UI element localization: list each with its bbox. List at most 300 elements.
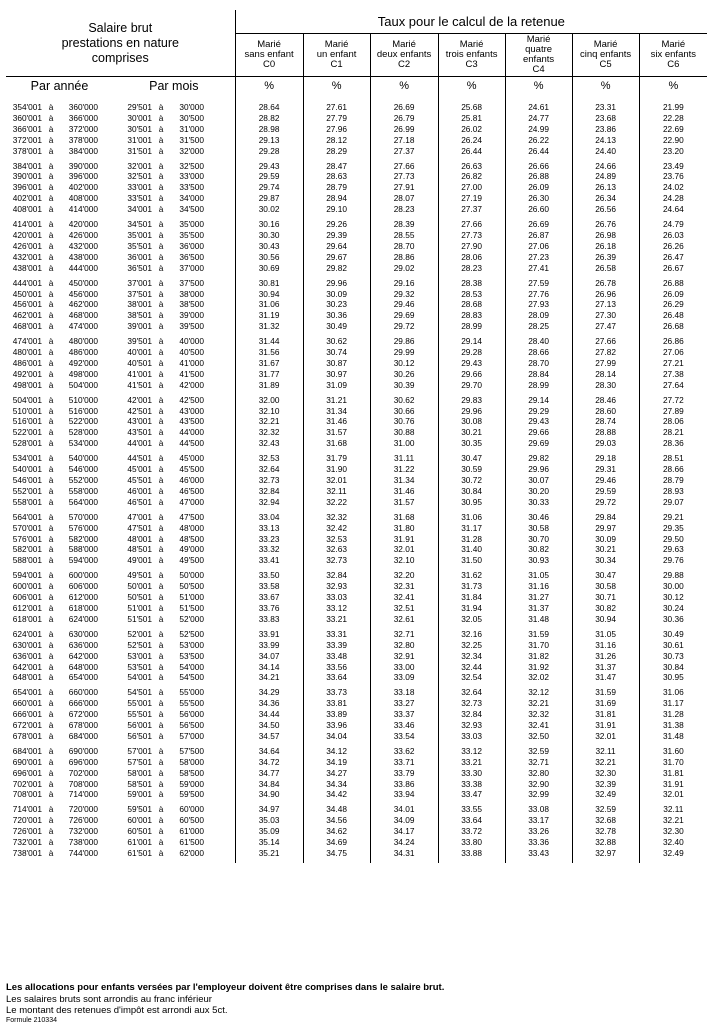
month-from-cell: 54'001 [127, 672, 152, 683]
table-row [6, 204, 707, 215]
rate-cell-c1: 32.22 [303, 497, 370, 508]
year-to-cell: 618'000 [68, 602, 98, 613]
rate-cell-c4: 31.27 [505, 592, 572, 603]
rate-cell-c4: 32.12 [505, 687, 572, 698]
rate-cell-c0: 28.64 [235, 102, 303, 113]
rate-cell-c4: 29.82 [505, 453, 572, 464]
month-to-cell: 33'500 [179, 182, 204, 193]
rate-cell-c6: 29.76 [662, 555, 684, 566]
range-separator: à [158, 709, 164, 720]
range-separator: à [158, 416, 164, 427]
category-header-line: cinq enfants [579, 49, 632, 60]
rate-cell-c0: 34.64 [235, 746, 303, 757]
table-row [6, 698, 707, 709]
year-to-cell: 606'000 [68, 581, 98, 592]
rate-cell-c5: 28.74 [572, 416, 639, 427]
month-to-cell: 38'000 [179, 288, 204, 299]
rate-cell-c6: 31.91 [662, 778, 684, 789]
range-separator: à [48, 485, 54, 496]
month-to-cell: 58'000 [179, 756, 204, 767]
rate-cell-c0: 34.50 [235, 720, 303, 731]
rate-cell-c4: 26.22 [505, 135, 572, 146]
range-separator: à [158, 427, 164, 438]
range-separator: à [158, 602, 164, 613]
table-row [6, 193, 707, 204]
rate-cell-c5: 29.31 [572, 464, 639, 475]
table-row [6, 161, 707, 172]
rate-cell-c5: 32.88 [572, 837, 639, 848]
month-from-cell: 61'501 [127, 848, 152, 858]
category-header-line: deux enfants [376, 49, 432, 60]
rate-cell-c1: 31.90 [303, 464, 370, 475]
rate-cell-c2: 28.23 [370, 204, 438, 215]
category-header-line: Marié [392, 39, 416, 50]
year-from-cell: 432'001 [12, 251, 42, 262]
rate-cell-c5: 28.30 [572, 380, 639, 391]
rate-cell-c4: 24.99 [505, 124, 572, 135]
month-from-cell: 37'001 [127, 277, 152, 288]
rate-cell-c3: 29.83 [438, 395, 505, 406]
year-from-cell: 630'001 [12, 639, 42, 650]
rate-cell-c1: 33.81 [303, 698, 370, 709]
range-separator: à [48, 394, 54, 405]
table-row [6, 416, 707, 427]
footer-note-allowances: Les allocations pour enfants versées par l'employeur doivent être comprises dans le salaire brut. [6, 982, 445, 993]
range-separator: à [48, 357, 54, 368]
range-separator: à [158, 687, 164, 698]
year-to-cell: 552'000 [68, 475, 98, 485]
year-to-cell: 534'000 [68, 438, 98, 449]
table-row [6, 651, 707, 662]
rate-cell-c5: 32.68 [572, 815, 639, 826]
range-separator: à [48, 581, 54, 592]
rate-cell-c1: 29.96 [303, 278, 370, 289]
year-to-cell: 438'000 [68, 251, 98, 262]
month-to-cell: 36'000 [179, 240, 204, 251]
range-separator: à [158, 848, 164, 858]
rate-cell-c6: 27.72 [662, 394, 684, 405]
year-to-cell: 402'000 [68, 182, 98, 193]
rate-cell-c5: 31.81 [572, 709, 639, 720]
rate-cell-c6: 26.67 [662, 262, 684, 273]
rate-cell-c3: 32.05 [438, 614, 505, 625]
month-from-cell: 41'001 [127, 368, 152, 379]
rate-cell-c6: 28.66 [662, 464, 684, 475]
year-to-cell: 384'000 [68, 145, 98, 156]
rate-cell-c4: 31.70 [505, 640, 572, 651]
month-from-cell: 34'501 [127, 219, 152, 230]
year-to-cell: 708'000 [68, 778, 98, 789]
table-row [6, 438, 707, 449]
table-row [6, 768, 707, 779]
rate-cell-c3: 28.83 [438, 310, 505, 321]
rate-cell-c1: 32.01 [303, 475, 370, 486]
range-separator: à [48, 511, 54, 522]
rate-cell-c2: 29.32 [370, 289, 438, 300]
rate-cell-c0: 30.69 [235, 263, 303, 274]
rate-cell-c6: 28.51 [662, 453, 684, 464]
rate-cell-c2: 34.24 [370, 837, 438, 848]
range-separator: à [158, 581, 164, 592]
rate-cell-c0: 32.10 [235, 406, 303, 417]
year-from-cell: 492'001 [12, 368, 42, 379]
year-to-cell: 696'000 [68, 756, 98, 767]
rate-cell-c1: 29.82 [303, 263, 370, 274]
category-header [370, 34, 438, 77]
table-row [6, 709, 707, 720]
rate-cell-c0: 34.21 [235, 672, 303, 683]
range-separator: à [158, 475, 164, 485]
rate-cell-c1: 34.19 [303, 757, 370, 768]
year-from-cell: 408'001 [12, 204, 42, 215]
year-to-cell: 738'000 [68, 837, 98, 848]
year-from-cell: 486'001 [12, 357, 42, 368]
category-header [572, 34, 639, 77]
rate-cell-c3: 26.02 [438, 124, 505, 135]
month-to-cell: 59'000 [179, 778, 204, 789]
table-row [6, 629, 707, 640]
rate-cell-c1: 32.53 [303, 534, 370, 545]
rate-cell-c5: 29.46 [572, 475, 639, 486]
year-to-cell: 744'000 [68, 848, 98, 858]
table-row [6, 380, 707, 391]
rate-cell-c5: 26.96 [572, 289, 639, 300]
range-separator: à [48, 767, 54, 778]
table-row [6, 146, 707, 157]
month-from-cell: 44'501 [127, 453, 152, 464]
salary-header-line: prestations en nature [61, 35, 180, 50]
rate-cell-c6: 31.17 [662, 698, 684, 709]
table-row [6, 182, 707, 193]
table-row [6, 124, 707, 135]
rate-cell-c4: 28.40 [505, 336, 572, 347]
month-from-cell: 48'001 [127, 533, 152, 544]
rate-cell-c4: 30.70 [505, 534, 572, 545]
month-to-cell: 51'500 [179, 602, 204, 613]
year-from-cell: 438'001 [12, 262, 42, 273]
table-row [6, 475, 707, 486]
month-from-cell: 29'501 [127, 102, 152, 112]
year-from-cell: 576'001 [12, 533, 42, 544]
rate-cell-c6: 31.06 [662, 687, 684, 698]
month-to-cell: 62'000 [179, 848, 204, 858]
year-from-cell: 516'001 [12, 416, 42, 427]
category-header-line: C0 [263, 59, 276, 70]
rates-header: Taux pour le calcul de la retenue [235, 10, 707, 34]
rate-cell-c6: 23.20 [662, 145, 684, 156]
rate-cell-c1: 29.67 [303, 252, 370, 263]
month-to-cell: 54'000 [179, 661, 204, 672]
rate-cell-c0: 29.13 [235, 135, 303, 146]
rate-cell-c2: 31.00 [370, 438, 438, 449]
year-from-cell: 378'001 [12, 145, 42, 156]
rate-cell-c3: 29.43 [438, 358, 505, 369]
rate-cell-c4: 27.41 [505, 263, 572, 274]
range-separator: à [158, 112, 164, 123]
rate-cell-c2: 29.72 [370, 321, 438, 332]
range-separator: à [48, 826, 54, 837]
year-from-cell: 462'001 [12, 310, 42, 321]
year-to-cell: 546'000 [68, 464, 98, 475]
rate-cell-c5: 30.34 [572, 555, 639, 566]
range-separator: à [48, 496, 54, 507]
month-to-cell: 50'500 [179, 581, 204, 592]
year-from-cell: 660'001 [12, 698, 42, 709]
rate-cell-c5: 27.47 [572, 321, 639, 332]
table-row [6, 369, 707, 380]
rate-cell-c4: 30.33 [505, 497, 572, 508]
rate-cell-c6: 22.28 [662, 112, 684, 123]
month-to-cell: 61'500 [179, 837, 204, 848]
rate-cell-c5: 31.26 [572, 651, 639, 662]
rate-cell-c2: 33.86 [370, 779, 438, 790]
category-header [303, 34, 370, 77]
category-header-line: C2 [398, 59, 411, 70]
rate-cell-c0: 32.00 [235, 395, 303, 406]
rate-cell-c6: 26.88 [662, 277, 684, 288]
rate-cell-c5: 31.91 [572, 720, 639, 731]
rate-cell-c1: 32.42 [303, 523, 370, 534]
month-from-cell: 41'501 [127, 379, 152, 390]
rate-cell-c6: 23.49 [662, 160, 684, 171]
rate-cell-c1: 33.03 [303, 592, 370, 603]
range-separator: à [48, 730, 54, 741]
table-row [6, 848, 707, 859]
rate-cell-c5: 28.60 [572, 406, 639, 417]
range-separator: à [158, 778, 164, 789]
month-to-cell: 46'000 [179, 475, 204, 485]
rate-cell-c6: 30.24 [662, 602, 684, 613]
rate-cell-c4: 32.99 [505, 789, 572, 800]
rate-cell-c5: 27.99 [572, 358, 639, 369]
rate-cell-c3: 27.73 [438, 230, 505, 241]
month-to-cell: 32'000 [179, 145, 204, 156]
rate-cell-c3: 32.16 [438, 629, 505, 640]
rate-cell-c1: 31.79 [303, 453, 370, 464]
rate-cell-c5: 32.01 [572, 731, 639, 742]
rate-cell-c4: 31.16 [505, 581, 572, 592]
table-row [6, 534, 707, 545]
rate-cell-c2: 28.55 [370, 230, 438, 241]
rate-cell-c3: 33.88 [438, 848, 505, 859]
range-separator: à [158, 698, 164, 709]
range-separator: à [158, 639, 164, 650]
rate-cell-c1: 28.47 [303, 161, 370, 172]
rate-cell-c4: 26.09 [505, 182, 572, 193]
month-from-cell: 58'001 [127, 767, 152, 778]
table-row [6, 321, 707, 332]
rate-cell-c5: 30.71 [572, 592, 639, 603]
year-to-cell: 558'000 [68, 485, 98, 496]
rate-cell-c5: 30.21 [572, 544, 639, 555]
year-from-cell: 600'001 [12, 581, 42, 592]
rate-cell-c0: 33.76 [235, 603, 303, 614]
rate-cell-c4: 27.93 [505, 299, 572, 310]
rate-cell-c0: 34.57 [235, 731, 303, 742]
rate-cell-c4: 30.20 [505, 486, 572, 497]
range-separator: à [158, 134, 164, 145]
year-from-cell: 612'001 [12, 602, 42, 613]
rate-cell-c4: 26.88 [505, 171, 572, 182]
rate-cell-c3: 29.28 [438, 347, 505, 358]
range-separator: à [48, 555, 54, 566]
range-separator: à [158, 219, 164, 230]
range-separator: à [158, 310, 164, 321]
month-from-cell: 54'501 [127, 687, 152, 698]
rate-cell-c4: 30.46 [505, 512, 572, 523]
year-to-cell: 378'000 [68, 134, 98, 145]
category-header-line: C5 [599, 59, 612, 70]
month-to-cell: 44'500 [179, 438, 204, 449]
table-row [6, 779, 707, 790]
rate-cell-c0: 30.94 [235, 289, 303, 300]
rate-cell-c2: 32.20 [370, 570, 438, 581]
rate-cell-c2: 34.31 [370, 848, 438, 859]
range-separator: à [48, 193, 54, 204]
rate-cell-c4: 32.21 [505, 698, 572, 709]
rate-cell-c0: 33.83 [235, 614, 303, 625]
range-separator: à [48, 204, 54, 215]
rate-cell-c3: 33.72 [438, 826, 505, 837]
range-separator: à [158, 767, 164, 778]
rate-cell-c6: 30.00 [662, 581, 684, 592]
rate-cell-c0: 35.09 [235, 826, 303, 837]
month-to-cell: 55'500 [179, 698, 204, 709]
range-separator: à [158, 533, 164, 544]
rate-cell-c4: 32.80 [505, 768, 572, 779]
rate-cell-c1: 28.94 [303, 193, 370, 204]
range-separator: à [48, 639, 54, 650]
month-from-cell: 46'501 [127, 496, 152, 507]
range-separator: à [158, 826, 164, 837]
rate-cell-c0: 32.94 [235, 497, 303, 508]
rate-cell-c4: 32.41 [505, 720, 572, 731]
table-row [6, 720, 707, 731]
rate-cell-c4: 26.87 [505, 230, 572, 241]
range-separator: à [48, 102, 54, 112]
salary-header-line: Salaire brut [88, 20, 153, 35]
rate-cell-c4: 32.59 [505, 746, 572, 757]
rate-cell-c6: 30.49 [662, 628, 684, 639]
category-header-line: sans enfant [244, 49, 294, 60]
month-to-cell: 39'500 [179, 321, 204, 332]
rate-cell-c2: 28.70 [370, 241, 438, 252]
month-from-cell: 38'501 [127, 310, 152, 321]
rate-cell-c4: 28.66 [505, 347, 572, 358]
rate-cell-c1: 33.96 [303, 720, 370, 731]
rate-cell-c6: 29.07 [662, 496, 684, 507]
range-separator: à [158, 182, 164, 193]
rate-cell-c0: 34.14 [235, 662, 303, 673]
rate-cell-c6: 26.47 [662, 251, 684, 262]
year-to-cell: 426'000 [68, 229, 98, 240]
rate-cell-c0: 31.19 [235, 310, 303, 321]
rate-cell-c2: 33.71 [370, 757, 438, 768]
range-separator: à [158, 555, 164, 566]
year-to-cell: 390'000 [68, 160, 98, 171]
month-to-cell: 47'500 [179, 511, 204, 522]
rate-cell-c1: 34.56 [303, 815, 370, 826]
rate-cell-c3: 29.70 [438, 380, 505, 391]
year-to-cell: 582'000 [68, 533, 98, 544]
rate-cell-c4: 29.69 [505, 438, 572, 449]
rate-cell-c1: 30.97 [303, 369, 370, 380]
month-from-cell: 56'501 [127, 730, 152, 741]
rate-cell-c5: 29.03 [572, 438, 639, 449]
rate-cell-c1: 28.29 [303, 146, 370, 157]
month-from-cell: 36'501 [127, 262, 152, 273]
range-separator: à [158, 288, 164, 299]
rate-cell-c0: 29.87 [235, 193, 303, 204]
year-from-cell: 390'001 [12, 171, 42, 182]
table-row [6, 523, 707, 534]
rate-cell-c2: 34.09 [370, 815, 438, 826]
year-to-cell: 684'000 [68, 730, 98, 741]
rate-cell-c5: 27.13 [572, 299, 639, 310]
rate-cell-c3: 30.21 [438, 427, 505, 438]
rate-cell-c5: 23.31 [572, 102, 639, 113]
rate-cell-c4: 28.70 [505, 358, 572, 369]
month-from-cell: 57'001 [127, 745, 152, 756]
range-separator: à [48, 405, 54, 416]
rate-cell-c4: 27.06 [505, 241, 572, 252]
month-from-cell: 59'501 [127, 804, 152, 815]
rate-cell-c3: 31.94 [438, 603, 505, 614]
rate-cell-c2: 33.46 [370, 720, 438, 731]
rate-cell-c2: 32.61 [370, 614, 438, 625]
rate-cell-c4: 29.96 [505, 464, 572, 475]
percent-unit: % [235, 77, 303, 96]
category-header-line: Marié [593, 39, 618, 50]
rate-cell-c1: 29.10 [303, 204, 370, 215]
year-from-cell: 354'001 [12, 102, 42, 112]
range-separator: à [158, 357, 164, 368]
rate-cell-c6: 31.60 [662, 745, 684, 756]
range-separator: à [158, 837, 164, 848]
table-row [6, 395, 707, 406]
rate-cell-c6: 32.21 [662, 815, 684, 826]
rate-cell-c0: 33.04 [235, 512, 303, 523]
rate-cell-c4: 31.37 [505, 603, 572, 614]
rate-cell-c3: 31.28 [438, 534, 505, 545]
month-to-cell: 58'500 [179, 767, 204, 778]
rate-cell-c0: 32.53 [235, 453, 303, 464]
rate-cell-c2: 33.94 [370, 789, 438, 800]
rate-cell-c6: 24.02 [662, 182, 684, 193]
range-separator: à [158, 299, 164, 310]
rate-cell-c3: 31.84 [438, 592, 505, 603]
rate-cell-c6: 31.81 [662, 767, 684, 778]
range-separator: à [48, 347, 54, 358]
rate-cell-c4: 28.84 [505, 369, 572, 380]
year-to-cell: 732'000 [68, 826, 98, 837]
month-from-cell: 55'501 [127, 709, 152, 720]
rate-cell-c3: 30.35 [438, 438, 505, 449]
range-separator: à [158, 613, 164, 624]
rate-cell-c2: 31.80 [370, 523, 438, 534]
rate-cell-c2: 27.73 [370, 171, 438, 182]
rate-cell-c3: 30.72 [438, 475, 505, 486]
month-to-cell: 34'500 [179, 204, 204, 215]
range-separator: à [158, 336, 164, 347]
year-to-cell: 408'000 [68, 193, 98, 204]
rate-cell-c2: 34.01 [370, 804, 438, 815]
month-to-cell: 31'500 [179, 134, 204, 145]
range-separator: à [158, 171, 164, 182]
table-row [6, 757, 707, 768]
rate-cell-c6: 31.28 [662, 709, 684, 720]
range-separator: à [48, 789, 54, 800]
